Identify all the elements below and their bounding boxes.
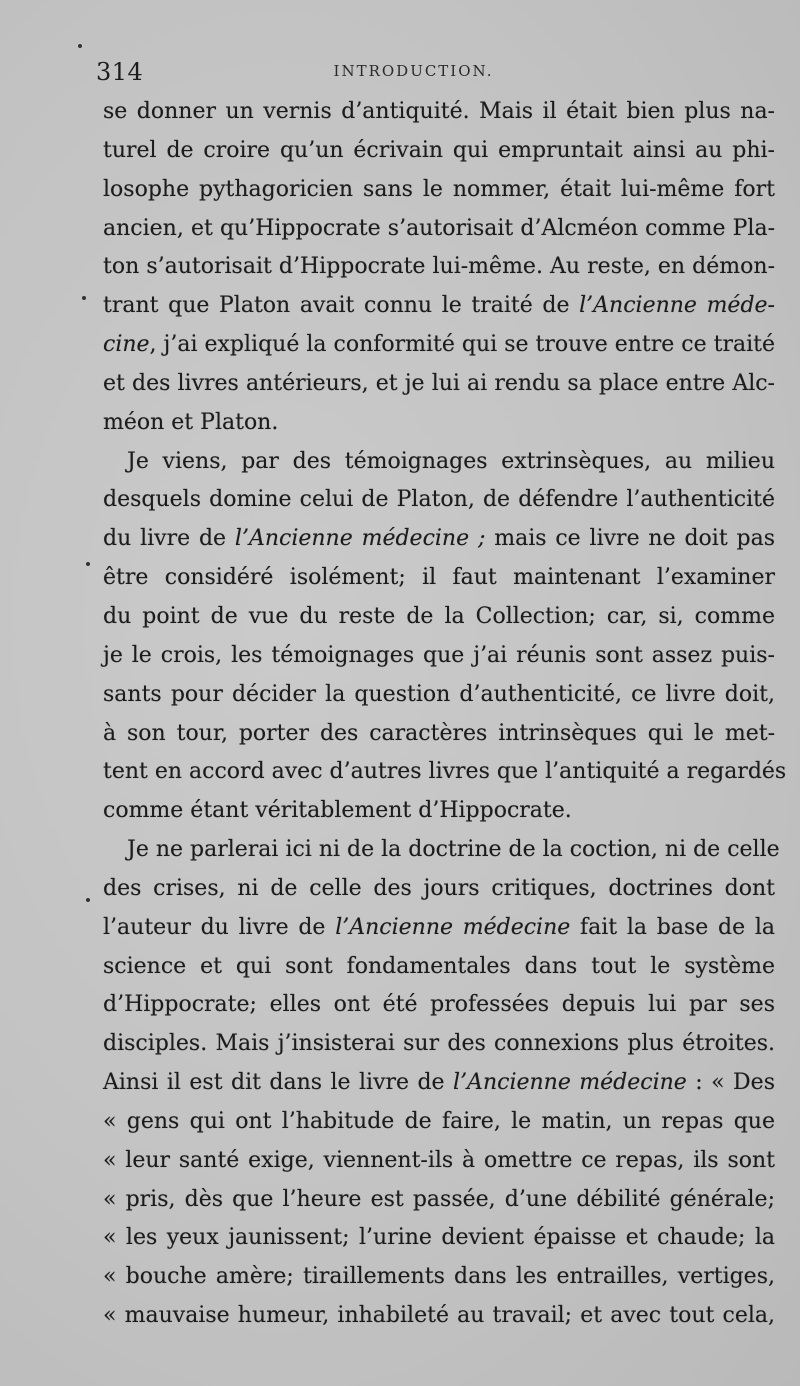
text-segment: méon et Platon. <box>103 409 279 435</box>
text-segment: tent en accord avec d’autres livres que l’antiquité a regardés <box>103 759 787 785</box>
text-segment: « mauvaise humeur, inhabileté au travail; et avec tout cela, <box>103 1303 775 1329</box>
text-line <box>103 1258 775 1297</box>
text-line <box>103 481 775 520</box>
text-line <box>103 870 775 909</box>
text-line <box>103 1025 775 1064</box>
text-line <box>103 1219 775 1258</box>
text-segment: je le crois, les témoignages que j’ai réunis sont assez puis- <box>103 642 775 668</box>
text-segment: Je ne parlerai ici ni de la doctrine de la coction, ni de celle <box>127 837 780 863</box>
running-head: INTRODUCTION. <box>333 62 494 80</box>
text-line <box>103 171 775 210</box>
text-line <box>103 93 775 132</box>
page-number: 314 <box>96 58 144 86</box>
text-line <box>103 1064 775 1103</box>
text-segment: « pris, dès que l’heure est passée, d’une débilité générale; <box>103 1186 775 1212</box>
text-line <box>103 132 775 171</box>
body-text <box>103 93 787 1336</box>
text-line <box>103 831 780 870</box>
margin-mark <box>78 44 82 48</box>
italic-segment: l’Ancienne médecine ; <box>234 526 486 552</box>
margin-mark <box>86 562 90 566</box>
text-line <box>103 986 775 1025</box>
text-line <box>103 443 775 482</box>
italic-segment: cine <box>103 332 150 358</box>
text-segment: ton s’autorisait d’Hippocrate lui-même. Au reste, en démon- <box>103 254 775 280</box>
text-line <box>103 948 775 987</box>
text-line <box>103 520 775 559</box>
text-line <box>103 792 775 831</box>
text-segment: Ainsi il est dit dans le livre de <box>103 1070 454 1096</box>
text-segment: turel de croire qu’un écrivain qui empruntait ainsi au phi- <box>103 137 775 163</box>
text-segment: « gens qui ont l’habitude de faire, le matin, un repas que <box>103 1108 775 1134</box>
italic-segment: l’Ancienne méde- <box>579 293 775 319</box>
text-line <box>103 210 775 249</box>
text-segment: et des livres antérieurs, et je lui ai rendu sa place entre Alc- <box>103 370 775 396</box>
text-line <box>103 909 775 948</box>
text-segment: être considéré isolément; il faut maintenant l’examiner <box>103 565 775 591</box>
text-segment: à son tour, porter des caractères intrinsèques qui le met- <box>103 720 775 746</box>
text-segment: desquels domine celui de Platon, de défendre l’authenticité <box>103 487 775 513</box>
text-segment: des crises, ni de celle des jours critiques, doctrines dont <box>103 875 775 901</box>
text-segment: « les yeux jaunissent; l’urine devient épaisse et chaude; la <box>103 1225 775 1251</box>
margin-mark <box>82 296 86 300</box>
text-segment: sants pour décider la question d’authenticité, ce livre doit, <box>103 681 775 707</box>
text-segment: losophe pythagoricien sans le nommer, était lui-même fort <box>103 176 775 202</box>
text-segment: : « Des <box>686 1070 775 1096</box>
text-line <box>103 1142 775 1181</box>
text-line <box>103 326 775 365</box>
text-segment: « leur santé exige, viennent-ils à omettre ce repas, ils sont <box>103 1147 775 1173</box>
text-line <box>103 287 775 326</box>
text-segment: du livre de <box>103 526 235 552</box>
text-segment: trant que Platon avait connu le traité de <box>103 293 580 319</box>
text-segment: science et qui sont fondamentales dans tout le système <box>103 953 775 979</box>
text-segment: , j’ai expliqué la conformité qui se trouve entre ce traité <box>149 332 775 358</box>
text-segment: comme étant véritablement d’Hippocrate. <box>103 798 572 824</box>
text-segment: l’auteur du livre de <box>103 914 336 940</box>
text-segment: « bouche amère; tiraillements dans les entrailles, vertiges, <box>103 1264 775 1290</box>
text-line <box>103 715 775 754</box>
text-line <box>103 676 775 715</box>
text-segment: ancien, et qu’Hippocrate s’autorisait d’Alcméon comme Pla- <box>103 215 775 241</box>
text-segment: disciples. Mais j’insisterai sur des connexions plus étroites. <box>103 1031 775 1057</box>
text-segment: d’Hippocrate; elles ont été professées depuis lui par ses <box>103 992 775 1018</box>
text-line <box>103 637 775 676</box>
text-segment: mais ce livre ne doit pas <box>485 526 775 552</box>
italic-segment: l’Ancienne médecine <box>453 1070 687 1096</box>
page-header <box>96 58 776 88</box>
text-segment: fait la base de la <box>570 914 775 940</box>
text-segment: du point de vue du reste de la Collection; car, si, comme <box>103 603 775 629</box>
text-line <box>103 248 775 287</box>
text-line <box>103 1103 775 1142</box>
text-segment: Je viens, par des témoignages extrinsèques, au milieu <box>127 448 775 474</box>
margin-mark <box>86 898 90 902</box>
italic-segment: l’Ancienne médecine <box>335 914 571 940</box>
text-line <box>103 1181 775 1220</box>
text-line <box>103 1297 775 1336</box>
text-line <box>103 559 775 598</box>
text-line <box>103 404 775 443</box>
text-segment: se donner un vernis d’antiquité. Mais il était bien plus na- <box>103 99 775 124</box>
text-line <box>103 598 775 637</box>
text-line <box>103 753 787 792</box>
text-line <box>103 365 775 404</box>
